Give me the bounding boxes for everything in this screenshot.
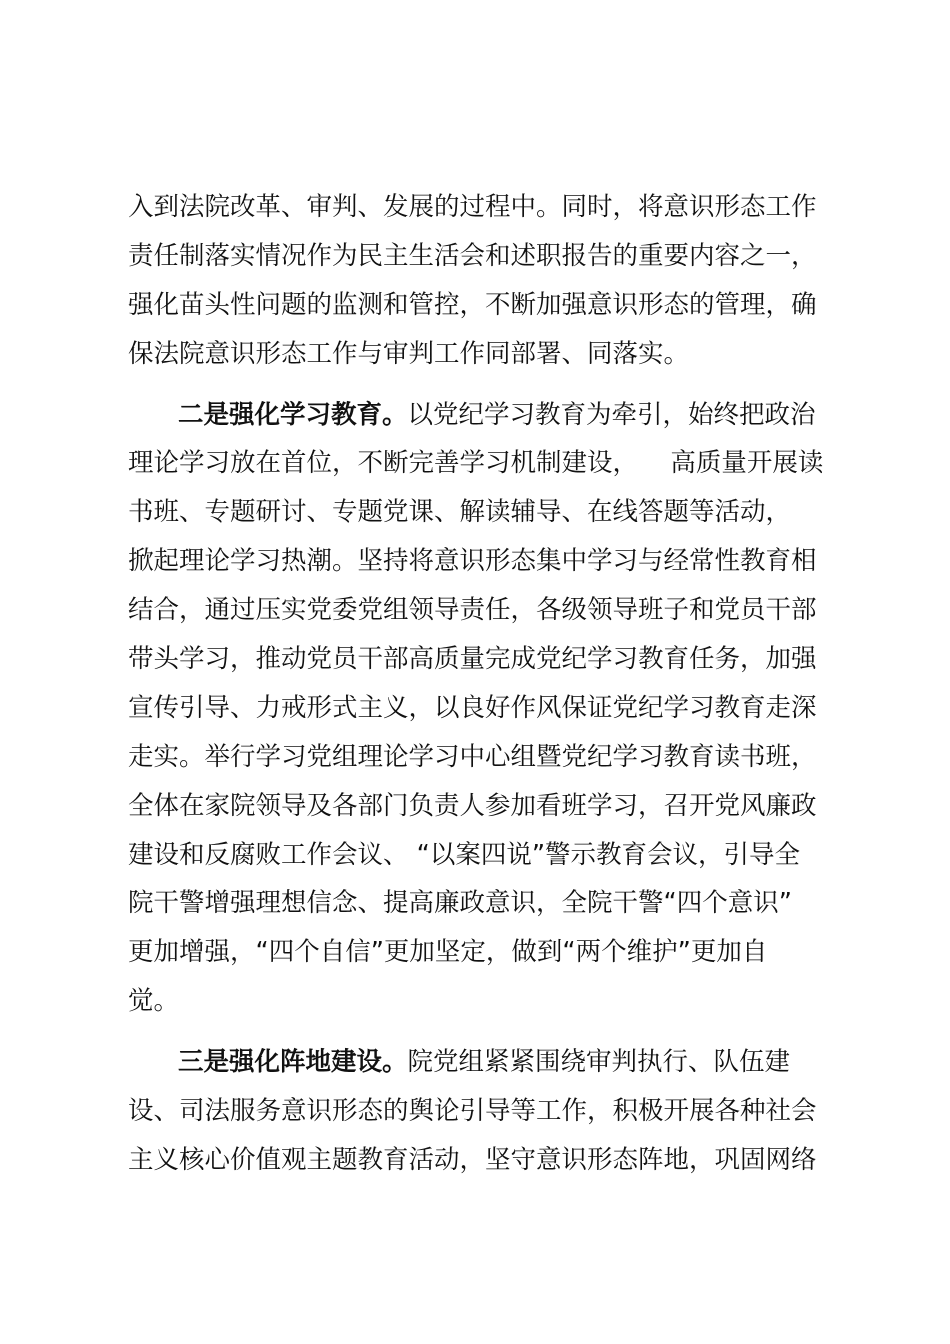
document-body [128, 183, 834, 1185]
text-line: 更加增强，“四个自信”更加坚定，做到“两个维护”更加自 [128, 937, 768, 968]
text-span: 院党组紧紧围绕审判执行、队伍建 [407, 1047, 791, 1078]
text-line: 强化苗头性问题的监测和管控，不断加强意识形态的管理，确 [128, 289, 817, 320]
text-line: 结合，通过压实党委党组领导责任，各级领导班子和党员干部 [128, 595, 817, 626]
text-line: 带头学习，推动党员干部高质量完成党纪学习教育任务，加强 [128, 644, 817, 675]
paragraph-gap [128, 1026, 834, 1038]
paragraph-gap [128, 379, 834, 391]
text-line: 入到法院改革、审判、发展的过程中。同时，将意识形态工作 [128, 192, 817, 222]
paragraph-first-line [128, 1038, 834, 1087]
text-line: 主义核心价值观主题教育活动，坚守意识形态阵地，巩固网络 [128, 1144, 817, 1175]
text-line: 院干警增强理想信念、提高廉政意识，全院干警“四个意识” [128, 888, 792, 919]
text-line: 全体在家院领导及各部门负责人参加看班学习，召开党风廉政 [128, 790, 817, 821]
text-line: 掀起理论学习热潮。坚持将意识形态集中学习与经常性教育相 [128, 546, 817, 577]
text-line: 设、司法服务意识形态的舆论引导等工作，积极开展各种社会 [128, 1096, 817, 1127]
text-line: 走实。举行学习党组理论学习中心组暨党纪学习教育读书班， [128, 741, 817, 772]
text-line: 书班、专题研讨、专题党课、解读辅导、在线答题等活动， [128, 497, 792, 528]
paragraph-first-line [128, 391, 834, 440]
section-heading: 三是强化阵地建设。 [178, 1047, 408, 1078]
text-line: 理论学习放在首位，不断完善学习机制建设， 高质量开展读 [128, 448, 824, 479]
text-line: 宣传引导、力戒形式主义，以良好作风保证党纪学习教育走深 [128, 692, 817, 723]
text-line: 责任制落实情况作为民主生活会和述职报告的重要内容之一， [128, 240, 817, 271]
text-line: 觉。 [128, 986, 180, 1017]
text-span: 以党纪学习教育为牵引，始终把政治 [407, 399, 816, 430]
section-heading: 二是强化学习教育。 [178, 399, 408, 430]
text-line: 保法院意识形态工作与审判工作同部署、同落实。 [128, 338, 690, 369]
text-line: 建设和反腐败工作会议、 “以案四说”警示教育会议，引导全 [128, 839, 801, 870]
